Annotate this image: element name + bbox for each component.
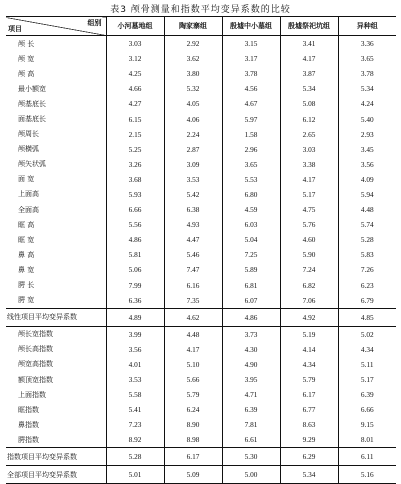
table-cell: 9.15	[338, 417, 396, 432]
table-cell: 6.36	[106, 293, 164, 309]
table-cell: 3.45	[338, 142, 396, 157]
table-cell: 5.90	[280, 247, 338, 262]
table-row	[6, 278, 396, 293]
table-cell: 6.82	[280, 278, 338, 293]
row-label: 鼻指数	[18, 420, 39, 429]
table-cell: 4.17	[164, 342, 222, 357]
table-cell: 3.78	[338, 66, 396, 81]
table-cell: 4.71	[222, 387, 280, 402]
table-cell: 4.62	[164, 308, 222, 326]
table-cell: 4.14	[280, 342, 338, 357]
table-cell: 4.34	[280, 357, 338, 372]
table-cell: 6.81	[222, 278, 280, 293]
table-row	[6, 127, 396, 142]
table-cell: 5.53	[222, 172, 280, 187]
row-label: 线性项目平均变异系数	[6, 308, 106, 326]
row-label: 颅 高	[18, 69, 35, 78]
table-cell: 3.73	[222, 326, 280, 342]
table-cell: 5.97	[222, 111, 280, 126]
table-cell: 5.04	[222, 232, 280, 247]
table-cell: 6.24	[164, 402, 222, 417]
table-cell: 6.03	[222, 217, 280, 232]
table-cell: 2.15	[106, 127, 164, 142]
table-row	[6, 66, 396, 81]
row-label: 颅 宽	[18, 54, 35, 63]
table-cell: 5.09	[164, 466, 222, 484]
table-cell: 3.65	[222, 157, 280, 172]
table-cell: 4.66	[106, 81, 164, 96]
table-cell: 4.89	[106, 308, 164, 326]
table-cell: 5.40	[338, 111, 396, 126]
table-cell: 3.26	[106, 157, 164, 172]
table-cell: 5.02	[338, 326, 396, 342]
table-cell: 3.68	[106, 172, 164, 187]
table-cell: 5.11	[338, 357, 396, 372]
table-cell: 3.53	[106, 372, 164, 387]
row-label: 颅横弧	[18, 145, 39, 154]
table-cell: 6.80	[222, 187, 280, 202]
table-cell: 8.98	[164, 432, 222, 448]
row-label: 面基底长	[18, 115, 46, 124]
table-row	[6, 432, 396, 448]
table-cell: 7.25	[222, 247, 280, 262]
table-cell: 3.38	[280, 157, 338, 172]
table-cell: 5.94	[338, 187, 396, 202]
table-cell: 2.24	[164, 127, 222, 142]
table-cell: 4.47	[164, 232, 222, 247]
row-label: 腭 宽	[6, 293, 106, 309]
table-cell: 5.01	[106, 466, 164, 484]
table-cell: 3.41	[280, 36, 338, 52]
table-cell: 4.59	[222, 202, 280, 217]
table-cell: 7.99	[106, 278, 164, 293]
table-row	[6, 36, 396, 52]
table-cell: 4.25	[106, 66, 164, 81]
table-cell: 7.23	[106, 417, 164, 432]
row-label: 颅矢状弧	[18, 160, 46, 169]
table-cell: 5.46	[164, 247, 222, 262]
table-cell: 5.19	[280, 326, 338, 342]
row-label: 最小额宽	[18, 84, 46, 93]
table-row	[6, 111, 396, 126]
linear-average-row	[6, 308, 396, 326]
table-cell: 3.80	[164, 66, 222, 81]
table-row	[6, 372, 396, 387]
table-cell: 1.58	[222, 127, 280, 142]
table-cell: 5.34	[338, 81, 396, 96]
table-row	[6, 81, 396, 96]
table-cell: 2.92	[164, 36, 222, 52]
row-label: 腭 长	[18, 281, 35, 290]
table-row	[6, 202, 396, 217]
table-cell: 2.87	[164, 142, 222, 157]
table-cell: 4.06	[164, 111, 222, 126]
table-cell: 4.93	[164, 217, 222, 232]
table-cell: 7.35	[164, 293, 222, 309]
row-label: 颅基底长	[18, 99, 46, 108]
table-row	[6, 217, 396, 232]
table-cell: 5.17	[280, 187, 338, 202]
row-label: 面 宽	[18, 175, 35, 184]
table-cell: 8.63	[280, 417, 338, 432]
row-label: 上面高	[18, 190, 39, 199]
table-cell: 6.79	[338, 293, 396, 309]
table-cell: 6.15	[106, 111, 164, 126]
table-cell: 5.66	[164, 372, 222, 387]
table-cell: 4.85	[338, 308, 396, 326]
table-cell: 3.03	[280, 142, 338, 157]
table-row	[6, 187, 396, 202]
table-cell: 6.66	[106, 202, 164, 217]
table-row	[6, 262, 396, 277]
table-cell: 3.95	[222, 372, 280, 387]
table-cell: 9.29	[280, 432, 338, 448]
table-cell: 3.65	[338, 51, 396, 66]
table-row	[6, 357, 396, 372]
table-cell: 5.08	[280, 96, 338, 111]
table-cell: 3.12	[106, 51, 164, 66]
table-cell: 5.89	[222, 262, 280, 277]
row-label: 眶 高	[18, 220, 35, 229]
table-cell: 5.28	[106, 448, 164, 466]
row-label: 颅 长	[18, 39, 35, 48]
table-cell: 4.27	[106, 96, 164, 111]
table-cell: 3.36	[338, 36, 396, 52]
table-cell: 6.61	[222, 432, 280, 448]
table-cell: 2.96	[222, 142, 280, 157]
table-cell: 6.17	[280, 387, 338, 402]
table-cell: 5.81	[106, 247, 164, 262]
row-label: 眶指数	[18, 405, 39, 414]
table-cell: 5.32	[164, 81, 222, 96]
table-cell: 7.06	[280, 293, 338, 309]
table-row	[6, 247, 396, 262]
table-row	[6, 157, 396, 172]
row-label: 腭指数	[6, 432, 106, 448]
index-average-row	[6, 448, 396, 466]
table-cell: 5.34	[280, 81, 338, 96]
table-cell: 4.56	[222, 81, 280, 96]
row-label: 鼻 高	[18, 250, 35, 259]
table-row	[6, 402, 396, 417]
table-cell: 4.30	[222, 342, 280, 357]
column-header: 殷墟中小墓组	[222, 17, 280, 36]
table-cell: 6.12	[280, 111, 338, 126]
table-header-row	[6, 17, 396, 36]
column-header: 殷墟祭祀坑组	[280, 17, 338, 36]
table-cell: 5.79	[164, 387, 222, 402]
table-cell: 5.34	[280, 466, 338, 484]
row-label: 全面高	[18, 205, 39, 214]
table-cell: 3.15	[222, 36, 280, 52]
column-header: 陶家寨组	[164, 17, 222, 36]
table-cell: 5.76	[280, 217, 338, 232]
table-cell: 8.01	[338, 432, 396, 448]
table-cell: 4.05	[164, 96, 222, 111]
row-label: 全部项目平均变异系数	[6, 466, 106, 484]
table-row	[6, 142, 396, 157]
column-header: 异种组	[338, 17, 396, 36]
table-cell: 7.81	[222, 417, 280, 432]
table-cell: 3.87	[280, 66, 338, 81]
column-header: 小河墓地组	[106, 17, 164, 36]
table-cell: 4.17	[280, 172, 338, 187]
corner-group-label: 组别	[87, 19, 102, 27]
table-cell: 5.93	[106, 187, 164, 202]
table-row	[6, 172, 396, 187]
table-cell: 3.99	[106, 326, 164, 342]
table-cell: 6.29	[280, 448, 338, 466]
table-cell: 3.62	[164, 51, 222, 66]
table-cell: 4.17	[280, 51, 338, 66]
table-cell: 4.09	[338, 172, 396, 187]
table-cell: 5.58	[106, 387, 164, 402]
row-label: 颅宽高指数	[18, 360, 53, 369]
table-cell: 5.10	[164, 357, 222, 372]
table-cell: 7.47	[164, 262, 222, 277]
table-cell: 4.60	[280, 232, 338, 247]
row-label: 指数项目平均变异系数	[6, 448, 106, 466]
table-cell: 4.90	[222, 357, 280, 372]
table-cell: 5.79	[280, 372, 338, 387]
table-cell: 5.28	[338, 232, 396, 247]
table-cell: 4.67	[222, 96, 280, 111]
table-cell: 4.48	[338, 202, 396, 217]
table-cell: 8.90	[164, 417, 222, 432]
table-cell: 5.25	[106, 142, 164, 157]
table-cell: 2.65	[280, 127, 338, 142]
table-cell: 2.93	[338, 127, 396, 142]
row-label: 颅周长	[18, 130, 39, 139]
table-cell: 8.92	[106, 432, 164, 448]
table-cell: 5.17	[338, 372, 396, 387]
table-cell: 5.74	[338, 217, 396, 232]
table-cell: 6.38	[164, 202, 222, 217]
row-label: 鼻 宽	[18, 265, 35, 274]
table-cell: 3.17	[222, 51, 280, 66]
table-cell: 5.30	[222, 448, 280, 466]
table-cell: 4.92	[280, 308, 338, 326]
row-label: 颅长高指数	[18, 345, 53, 354]
table-cell: 3.56	[338, 157, 396, 172]
table-cell: 3.03	[106, 36, 164, 52]
variation-coefficient-table	[6, 16, 396, 484]
table-cell: 4.86	[222, 308, 280, 326]
table-cell: 6.66	[338, 402, 396, 417]
table-cell: 5.42	[164, 187, 222, 202]
table-row	[6, 326, 396, 342]
table-cell: 6.39	[222, 402, 280, 417]
table-cell: 7.26	[338, 262, 396, 277]
table-cell: 5.00	[222, 466, 280, 484]
table-cell: 5.06	[106, 262, 164, 277]
table-cell: 7.24	[280, 262, 338, 277]
table-cell: 6.77	[280, 402, 338, 417]
table-cell: 6.23	[338, 278, 396, 293]
row-label: 眶 宽	[18, 235, 35, 244]
table-cell: 6.16	[164, 278, 222, 293]
row-label: 颅长宽指数	[18, 330, 53, 339]
table-cell: 3.56	[106, 342, 164, 357]
table-caption: 表3 颅骨测量和指数平均变异系数的比较	[110, 5, 291, 15]
header-corner-cell	[6, 17, 106, 36]
table-cell: 6.17	[164, 448, 222, 466]
table-cell: 6.39	[338, 387, 396, 402]
table-cell: 4.75	[280, 202, 338, 217]
table-row	[6, 232, 396, 247]
table-cell: 6.11	[338, 448, 396, 466]
table-cell: 3.53	[164, 172, 222, 187]
table-cell: 5.56	[106, 217, 164, 232]
table-cell: 4.24	[338, 96, 396, 111]
row-label: 上面指数	[18, 390, 46, 399]
table-row	[6, 387, 396, 402]
table-cell: 4.48	[164, 326, 222, 342]
table-cell: 3.09	[164, 157, 222, 172]
row-label: 额顶宽指数	[18, 375, 53, 384]
table-body	[6, 36, 396, 484]
table-row	[6, 417, 396, 432]
table-cell: 3.78	[222, 66, 280, 81]
table-cell: 5.41	[106, 402, 164, 417]
table-row	[6, 96, 396, 111]
table-cell: 6.07	[222, 293, 280, 309]
table-cell: 5.83	[338, 247, 396, 262]
corner-item-label: 项目	[8, 25, 22, 33]
table-row	[6, 342, 396, 357]
table-cell: 4.34	[338, 342, 396, 357]
table-cell: 4.01	[106, 357, 164, 372]
table-cell: 5.16	[338, 466, 396, 484]
table-cell: 4.86	[106, 232, 164, 247]
table-row	[6, 51, 396, 66]
table-row	[6, 293, 396, 309]
